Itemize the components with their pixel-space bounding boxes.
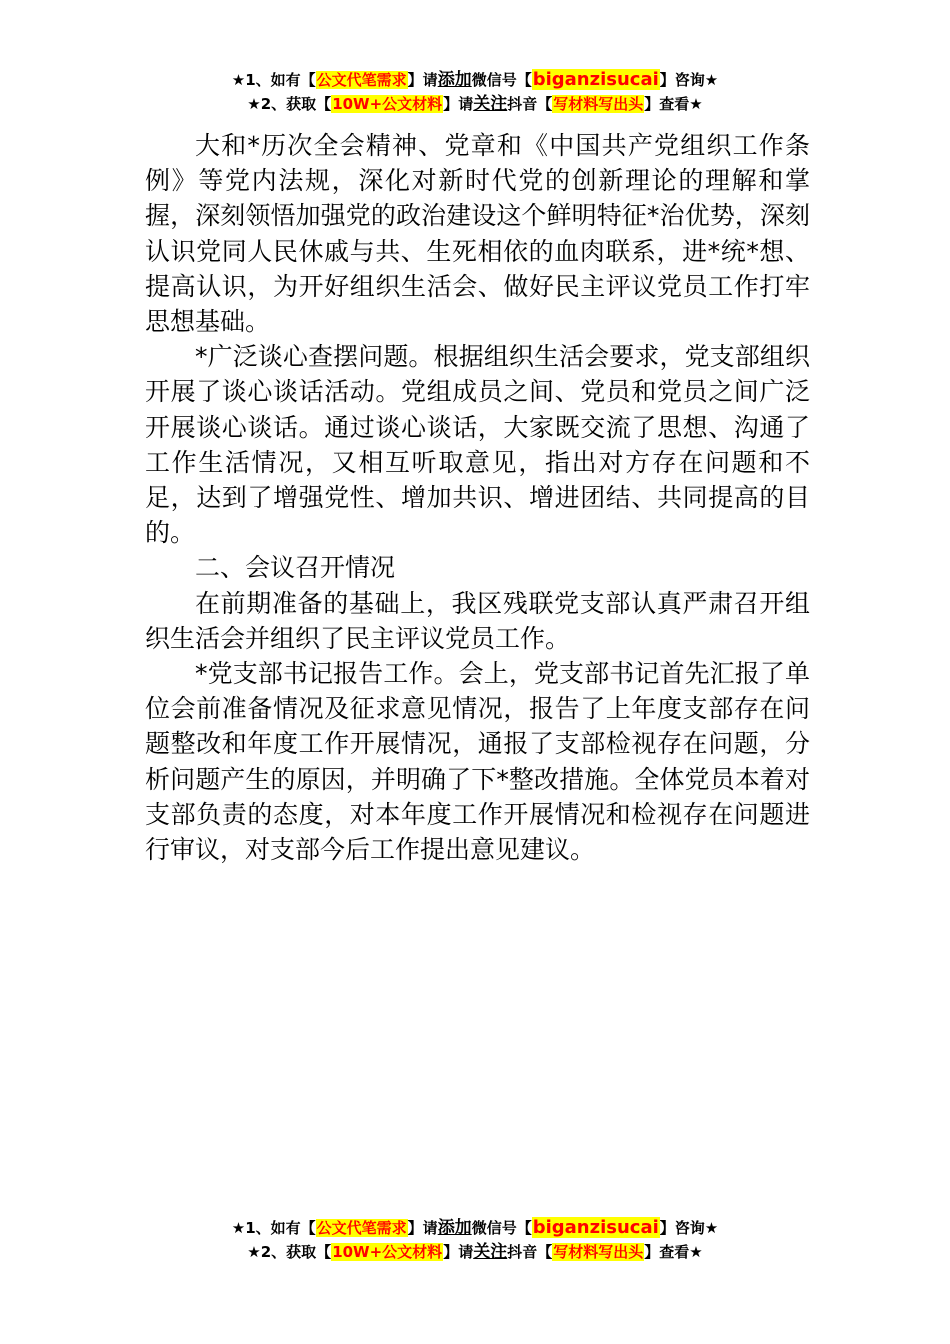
highlight-wechat-id: biganzisucai <box>532 69 659 90</box>
highlight-materials-offer: 10W+公文材料 <box>332 95 443 113</box>
banner-text: 抖音【 <box>507 95 553 113</box>
banner-text: 】请 <box>443 1243 474 1261</box>
highlight-ghostwriting-service: 公文代笔需求 <box>316 1219 407 1237</box>
banner-text: 】咨询★ <box>659 1219 719 1237</box>
banner-text: 微信号【 <box>471 71 532 89</box>
highlight-materials-offer: 10W+公文材料 <box>332 1243 443 1261</box>
banner-text: ★1、如有【 <box>231 1219 316 1237</box>
banner-text: 】请 <box>443 95 474 113</box>
banner-text: 微信号【 <box>471 1219 532 1237</box>
banner-text: 】查看★ <box>644 95 703 113</box>
body-paragraph: *党支部书记报告工作。会上，党支部书记首先汇报了单位会前准备情况及征求意见情况，报告了上年度支部存在问题整改和年度工作开展情况，通报了支部检视存在问题，分析问题产生的原因，并明确了下*整改措施。全体党员本着对支部负责的态度，对本年度工作开展情况和检视存在问题进行审议，对支部今后工作提出意见建议。 <box>145 659 810 865</box>
underlined-emphasis: 关注 <box>473 1242 508 1262</box>
banner-text: 】请 <box>407 71 438 89</box>
highlight-wechat-id: biganzisucai <box>532 1217 659 1238</box>
banner-text: 抖音【 <box>507 1243 553 1261</box>
section-heading: 二、会议召开情况 <box>195 553 396 583</box>
underlined-emphasis: 添加 <box>437 70 472 90</box>
banner-text: 】请 <box>407 1219 438 1237</box>
highlight-douyin-account: 写材料写出头 <box>553 1243 644 1261</box>
footer-banner <box>0 1216 950 1264</box>
banner-text: 】咨询★ <box>659 71 719 89</box>
body-paragraph: 大和*历次全会精神、党章和《中国共产党组织工作条例》等党内法规，深化对新时代党的创新理论的理解和掌握，深刻领悟加强党的政治建设这个鲜明特征*治优势，深刻认识党同人民休戚与共、生死相依的血肉联系，进*统*想、提高认识，为开好组织生活会、做好民主评议党员工作打牢思想基础。 <box>145 131 810 337</box>
body-paragraph: *广泛谈心查摆问题。根据组织生活会要求，党支部组织开展了谈心谈话活动。党组成员之间、党员和党员之间广泛开展谈心谈话。通过谈心谈话，大家既交流了思想、沟通了工作生活情况，又相互听取意见，指出对方存在问题和不足，达到了增强党性、增加共识、增进团结、共同提高的目的。 <box>145 342 810 548</box>
header-banner <box>0 68 950 116</box>
highlight-ghostwriting-service: 公文代笔需求 <box>316 71 407 89</box>
banner-text: ★2、获取【 <box>247 1243 332 1261</box>
banner-text: ★1、如有【 <box>231 71 316 89</box>
highlight-douyin-account: 写材料写出头 <box>553 95 644 113</box>
document-body <box>145 128 810 867</box>
underlined-emphasis: 关注 <box>473 94 508 114</box>
body-paragraph: 在前期准备的基础上，我区残联党支部认真严肃召开组织生活会并组织了民主评议党员工作。 <box>145 588 810 653</box>
banner-text: ★2、获取【 <box>247 95 332 113</box>
banner-text: 】查看★ <box>644 1243 703 1261</box>
footer-banner-line-2 <box>0 1240 950 1264</box>
footer-banner-line-1 <box>0 1216 950 1240</box>
underlined-emphasis: 添加 <box>437 1218 472 1238</box>
header-banner-line-2 <box>0 92 950 116</box>
header-banner-line-1 <box>0 68 950 92</box>
